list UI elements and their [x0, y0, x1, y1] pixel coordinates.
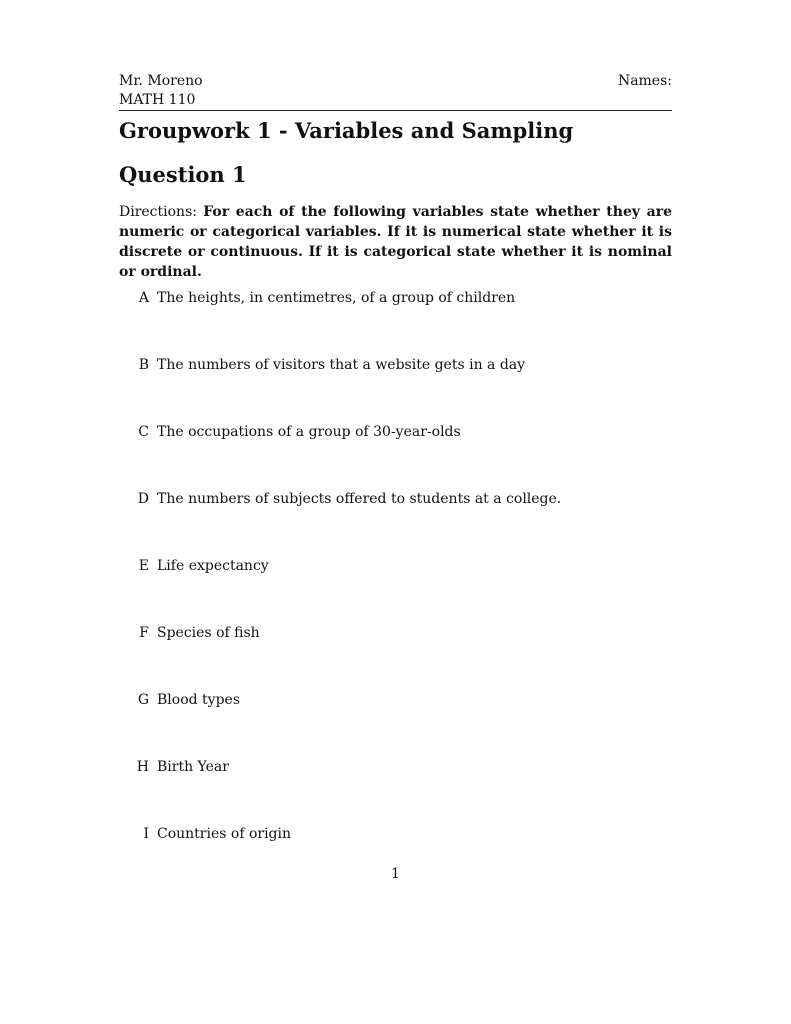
directions-label: Directions: — [119, 204, 197, 220]
item-letter: H — [136, 759, 149, 775]
variable-list — [119, 289, 672, 892]
item-letter: D — [137, 491, 149, 507]
list-item — [119, 356, 672, 423]
item-letter: A — [138, 290, 149, 306]
item-text: Blood types — [157, 692, 241, 708]
page-title: Groupwork 1 - Variables and Sampling — [119, 118, 574, 143]
list-item — [119, 691, 672, 758]
item-letter: G — [137, 692, 149, 708]
list-item — [119, 557, 672, 624]
header-divider — [119, 110, 672, 111]
header-left — [119, 72, 203, 110]
item-letter: C — [138, 424, 149, 440]
directions-text: For each of the following variables state whether they are numeric or categorical variables. If it is numerical state whether it is discrete or continuous. If it is categorical state whether it is nominal or ordinal. — [119, 204, 672, 280]
item-letter: B — [138, 357, 149, 373]
item-letter: E — [138, 558, 149, 574]
item-text: The numbers of visitors that a website gets in a day — [157, 357, 526, 373]
item-text: The occupations of a group of 30-year-olds — [157, 424, 461, 440]
instructor-name: Mr. Moreno — [119, 73, 203, 89]
directions — [119, 202, 672, 282]
item-letter: F — [139, 625, 149, 641]
course-code: MATH 110 — [119, 92, 196, 108]
list-item — [119, 289, 672, 356]
page-number: 1 — [391, 866, 400, 882]
names-label: Names: — [617, 73, 672, 89]
list-item — [119, 624, 672, 691]
list-item — [119, 490, 672, 557]
item-text: The heights, in centimetres, of a group of children — [157, 290, 516, 306]
question-heading: Question 1 — [119, 162, 247, 187]
item-text: The numbers of subjects offered to students at a college. — [157, 491, 562, 507]
item-text: Life expectancy — [157, 558, 269, 574]
list-item — [119, 423, 672, 490]
item-letter: I — [143, 826, 149, 842]
item-text: Species of fish — [157, 625, 260, 641]
list-item — [119, 758, 672, 825]
item-text: Countries of origin — [157, 826, 292, 842]
item-text: Birth Year — [157, 759, 229, 775]
